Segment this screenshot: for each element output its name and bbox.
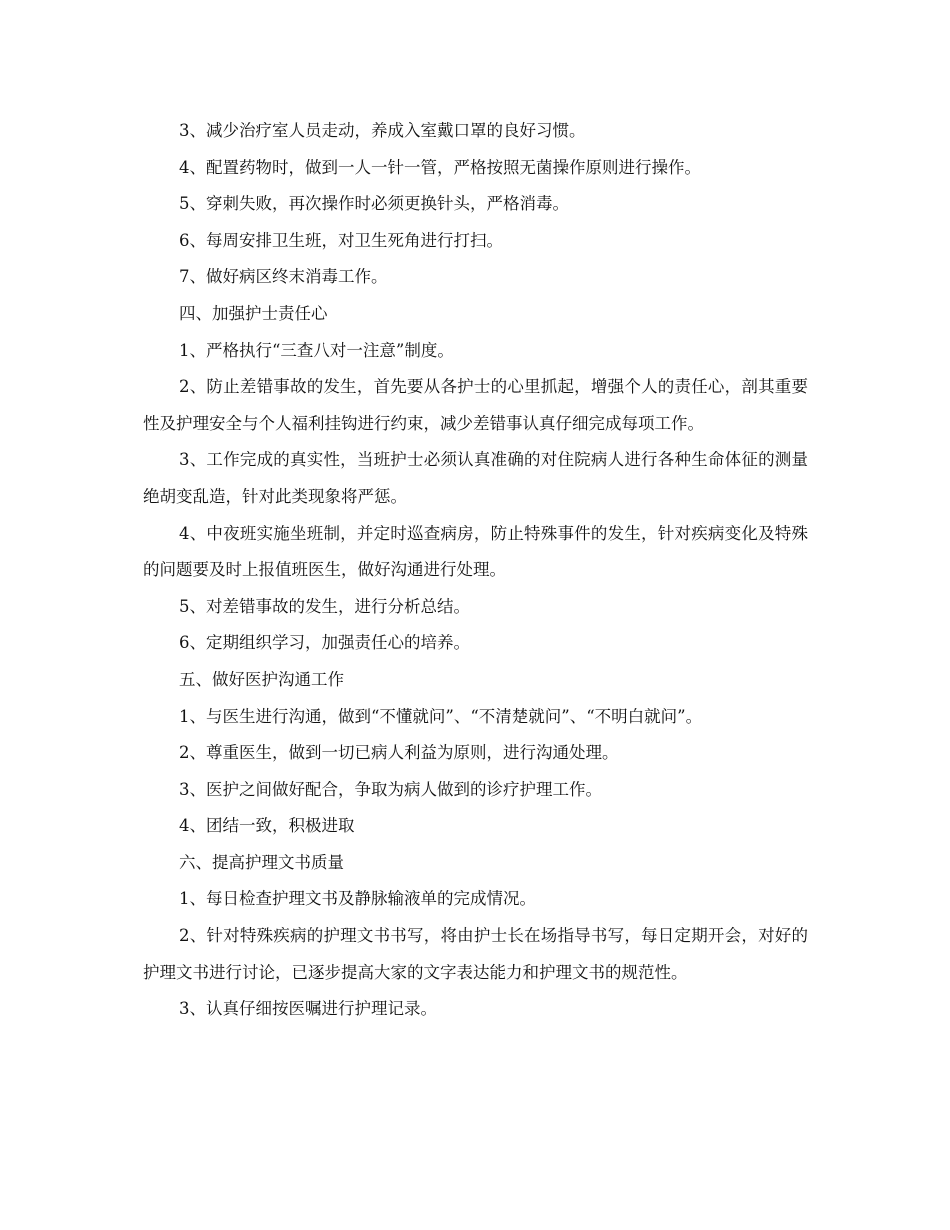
- paragraph: 2、针对特殊疾病的护理文书书写，将由护士长在场指导书写，每日定期开会，对好的护理文书进行讨论，已逐步提高大家的文字表达能力和护理文书的规范性。: [143, 926, 808, 982]
- paragraph: 3、工作完成的真实性，当班护士必须认真准确的对住院病人进行各种生命体征的测量绝胡变乱造，针对此类现象将严惩。: [143, 450, 808, 506]
- section-heading: 四、加强护士责任心: [179, 303, 328, 323]
- paragraph: 7、做好病区终末消毒工作。: [179, 267, 388, 287]
- paragraph: 6、定期组织学习，加强责任心的培养。: [179, 633, 470, 653]
- paragraph: 5、对差错事故的发生，进行分析总结。: [179, 596, 470, 616]
- section-heading: 六、提高护理文书质量: [179, 852, 344, 872]
- paragraph: 2、防止差错事故的发生，首先要从各护士的心里抓起，增强个人的责任心，剖其重要性及护理安全与个人福利挂钩进行约束，减少差错事认真仔细完成每项工作。: [143, 377, 808, 433]
- paragraph: 6、每周安排卫生班，对卫生死角进行打扫。: [179, 230, 503, 250]
- paragraph: 1、每日检查护理文书及静脉输液单的完成情况。: [179, 889, 536, 909]
- section-heading: 五、做好医护沟通工作: [179, 669, 344, 689]
- paragraph: 3、认真仔细按医嘱进行护理记录。: [179, 999, 437, 1019]
- paragraph: 1、与医生进行沟通，做到“不懂就问”、“不清楚就问”、“不明白就问”。: [179, 706, 703, 726]
- paragraph: 4、配置药物时，做到一人一针一管，严格按照无菌操作原则进行操作。: [179, 157, 701, 177]
- paragraph: 4、团结一致，积极进取: [179, 816, 355, 836]
- paragraph: 3、医护之间做好配合，争取为病人做到的诊疗护理工作。: [179, 779, 602, 799]
- paragraph: 5、穿刺失败，再次操作时必须更换针头，严格消毒。: [179, 194, 569, 214]
- document-body: [143, 113, 808, 1028]
- paragraph: 2、尊重医生，做到一切已病人利益为原则，进行沟通处理。: [179, 743, 619, 763]
- paragraph: 4、中夜班实施坐班制，并定时巡查病房，防止特殊事件的发生，针对疾病变化及特殊的问题要及时上报值班医生，做好沟通进行处理。: [143, 523, 808, 580]
- paragraph: 3、减少治疗室人员走动，养成入室戴口罩的良好习惯。: [179, 121, 586, 140]
- paragraph: 1、严格执行“三查八对一注意”制度。: [179, 340, 454, 360]
